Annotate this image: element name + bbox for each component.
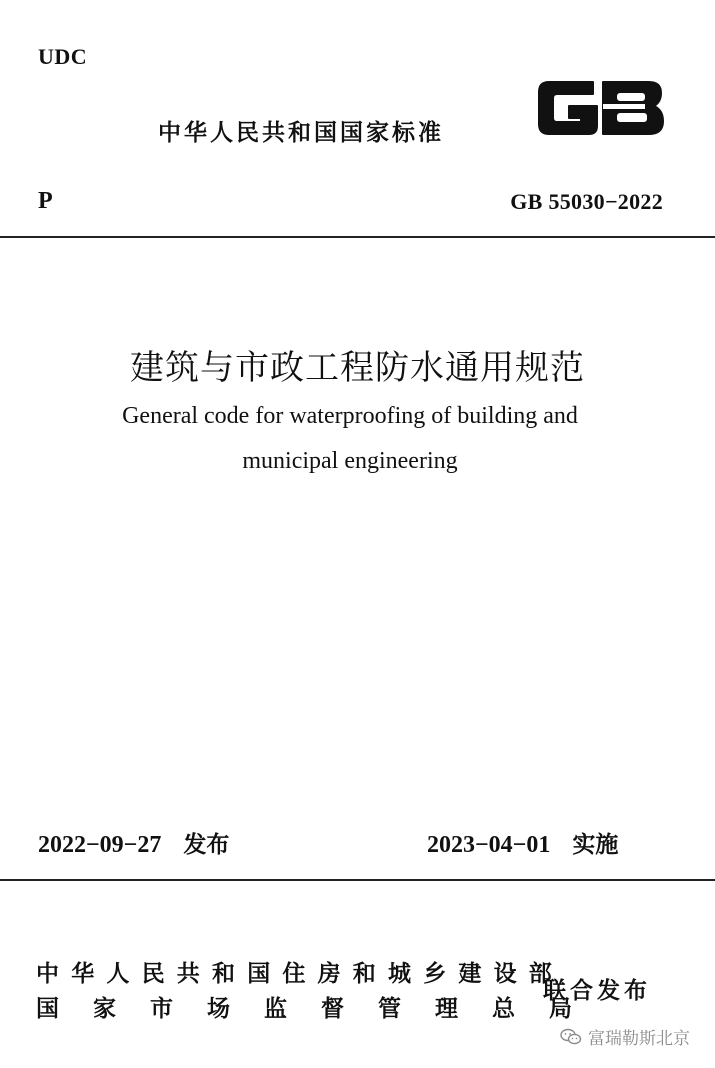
bottom-divider [0,879,715,881]
issuer-ministry: 中华人民共和国住房和城乡建设部 [36,961,564,987]
watermark-text: 富瑞勒斯北京 [588,1029,690,1049]
wechat-icon [560,1028,582,1046]
title-english-line-2: municipal engineering [242,448,458,474]
effective-date: 2023−04−01 [427,832,551,858]
effective-label: 实施 [572,832,619,858]
udc-label: UDC [38,44,88,69]
classification-letter: P [38,188,53,214]
issuer-administration: 国家市场监督管理总局 [36,996,606,1022]
issue-date: 2022−09−27 [38,832,162,858]
title-english-line-1: General code for waterproofing of building and [122,403,578,429]
gb-logo-graphic [535,72,667,144]
issue-label: 发布 [183,832,230,858]
effective-date-line [427,826,618,859]
joint-release-label: 联合发布 [543,978,651,1004]
watermark [560,1024,690,1049]
national-standard-heading: 中华人民共和国国家标准 [158,120,444,146]
standard-number: GB 55030−2022 [510,189,663,214]
title-chinese: 建筑与市政工程防水通用规范 [130,348,585,388]
issue-date-line [38,826,229,859]
top-divider [0,236,715,238]
gb-logo [535,72,667,144]
